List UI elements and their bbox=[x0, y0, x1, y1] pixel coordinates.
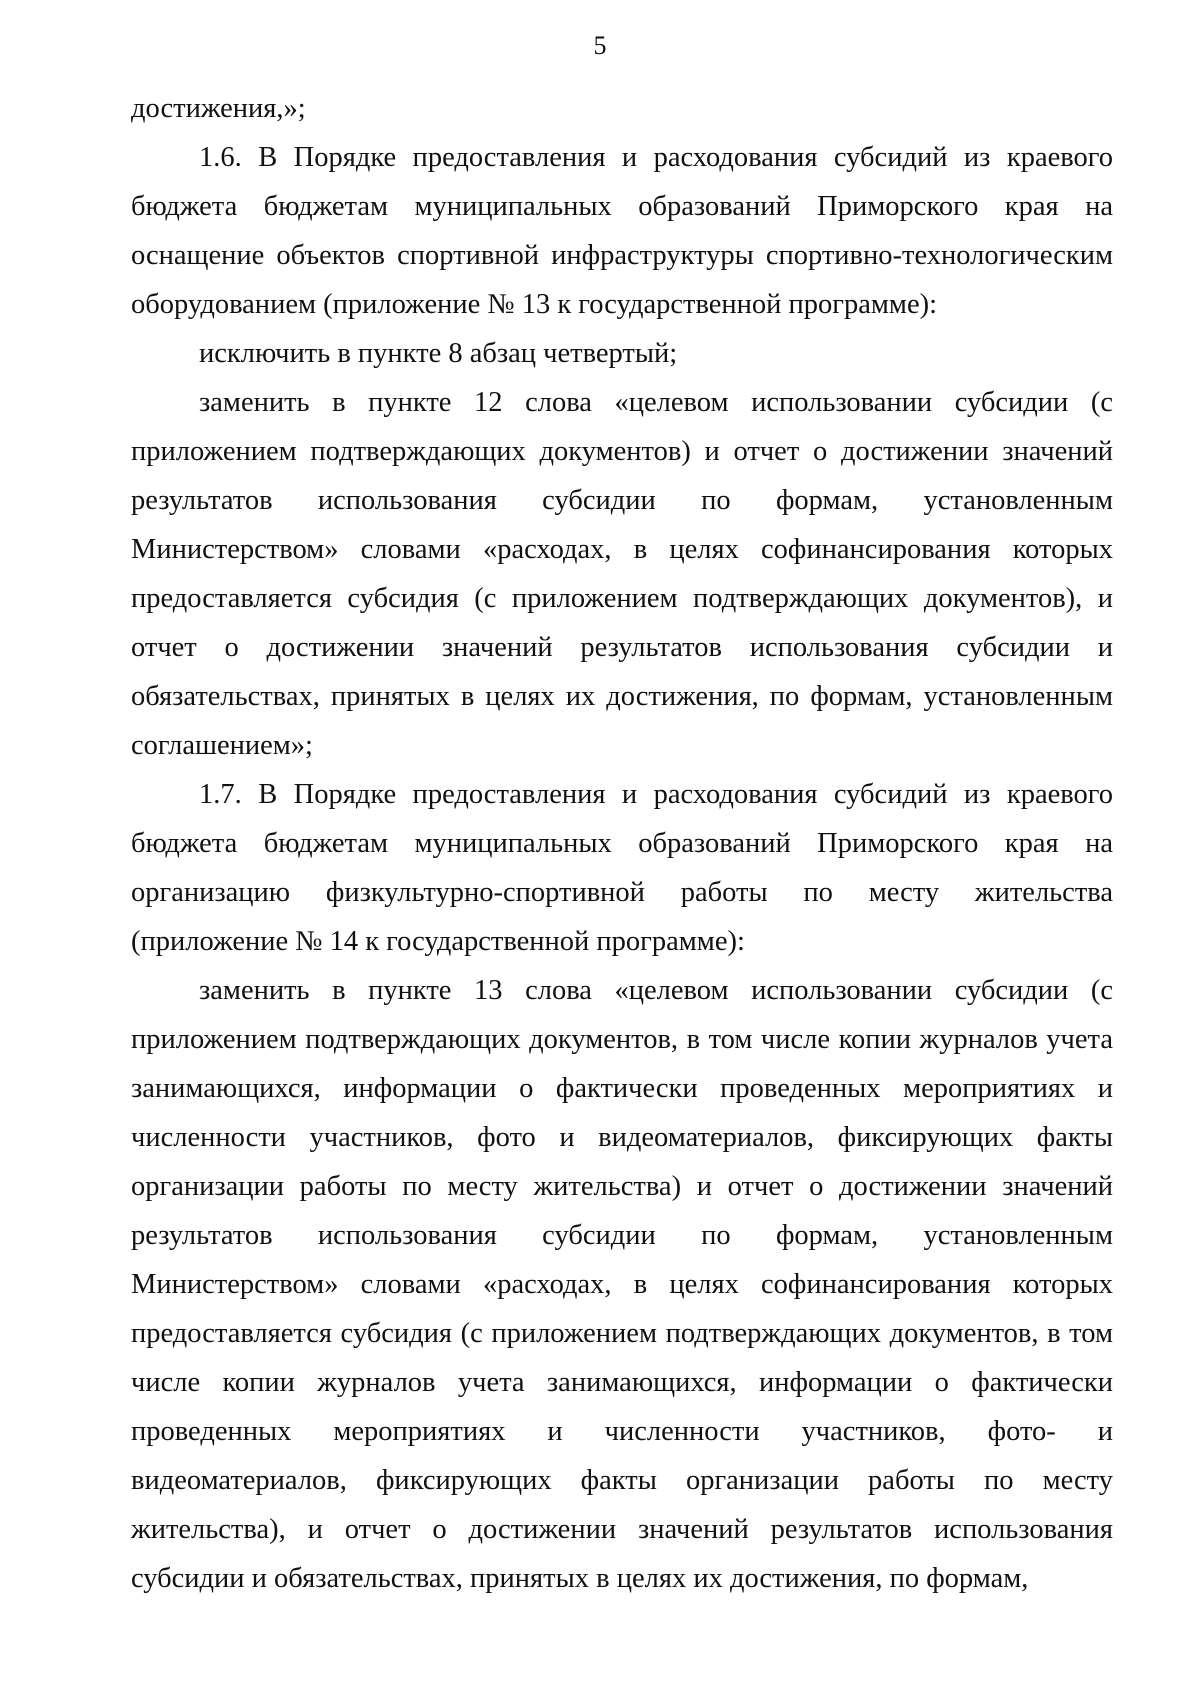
paragraph-item-1-7: 1.7. В Порядке предоставления и расходования субсидий из краевого бюджета бюджетам муниципальных образований Приморского края на организацию физкультурно-спортивной работы по месту жительства (приложение № 14 к государственной программе): bbox=[131, 779, 1113, 957]
paragraph-replace-item-13: заменить в пункте 13 слова «целевом использовании субсидии (с приложением подтверждающих документов, в том числе копии журналов учета занимающихся, информации о фактически проведенных мероприятиях и численности участников, фото и видеоматериалов, фиксирующих факты организации работы по месту жительства) и отчет о достижении значений результатов использования субсидии по формам, установленным Министерством» словами «расходах, в целях софинансирования которых предоставляется субсидия (с приложением подтверждающих документов, в том числе копии журналов учета занимающихся, информации о фактически проведенных мероприятиях и численности участников, фото- и видеоматериалов, фиксирующих факты организации работы по месту жительства), и отчет о достижении значений результатов использования субсидии и обязательствах, принятых в целях их достижения, по формам, bbox=[131, 975, 1113, 1594]
paragraph-exclude-item-8: исключить в пункте 8 абзац четвертый; bbox=[199, 338, 678, 369]
paragraph-continuation: достижения,»; bbox=[131, 93, 306, 124]
paragraph-item-1-6: 1.6. В Порядке предоставления и расходования субсидий из краевого бюджета бюджетам муниципальных образований Приморского края на оснащение объектов спортивной инфраструктуры спортивно-технологическим оборудованием (приложение № 13 к государственной программе): bbox=[131, 142, 1113, 320]
paragraph-replace-item-12: заменить в пункте 12 слова «целевом использовании субсидии (с приложением подтверждающих документов) и отчет о достижении значений результатов использования субсидии по формам, установленным Министерством» словами «расходах, в целях софинансирования которых предоставляется субсидия (с приложением подтверждающих документов), и отчет о достижении значений результатов использования субсидии и обязательствах, принятых в целях их достижения, по формам, установленным соглашением»; bbox=[131, 387, 1113, 761]
document-body bbox=[131, 84, 1113, 1603]
page-number: 5 bbox=[593, 31, 607, 60]
